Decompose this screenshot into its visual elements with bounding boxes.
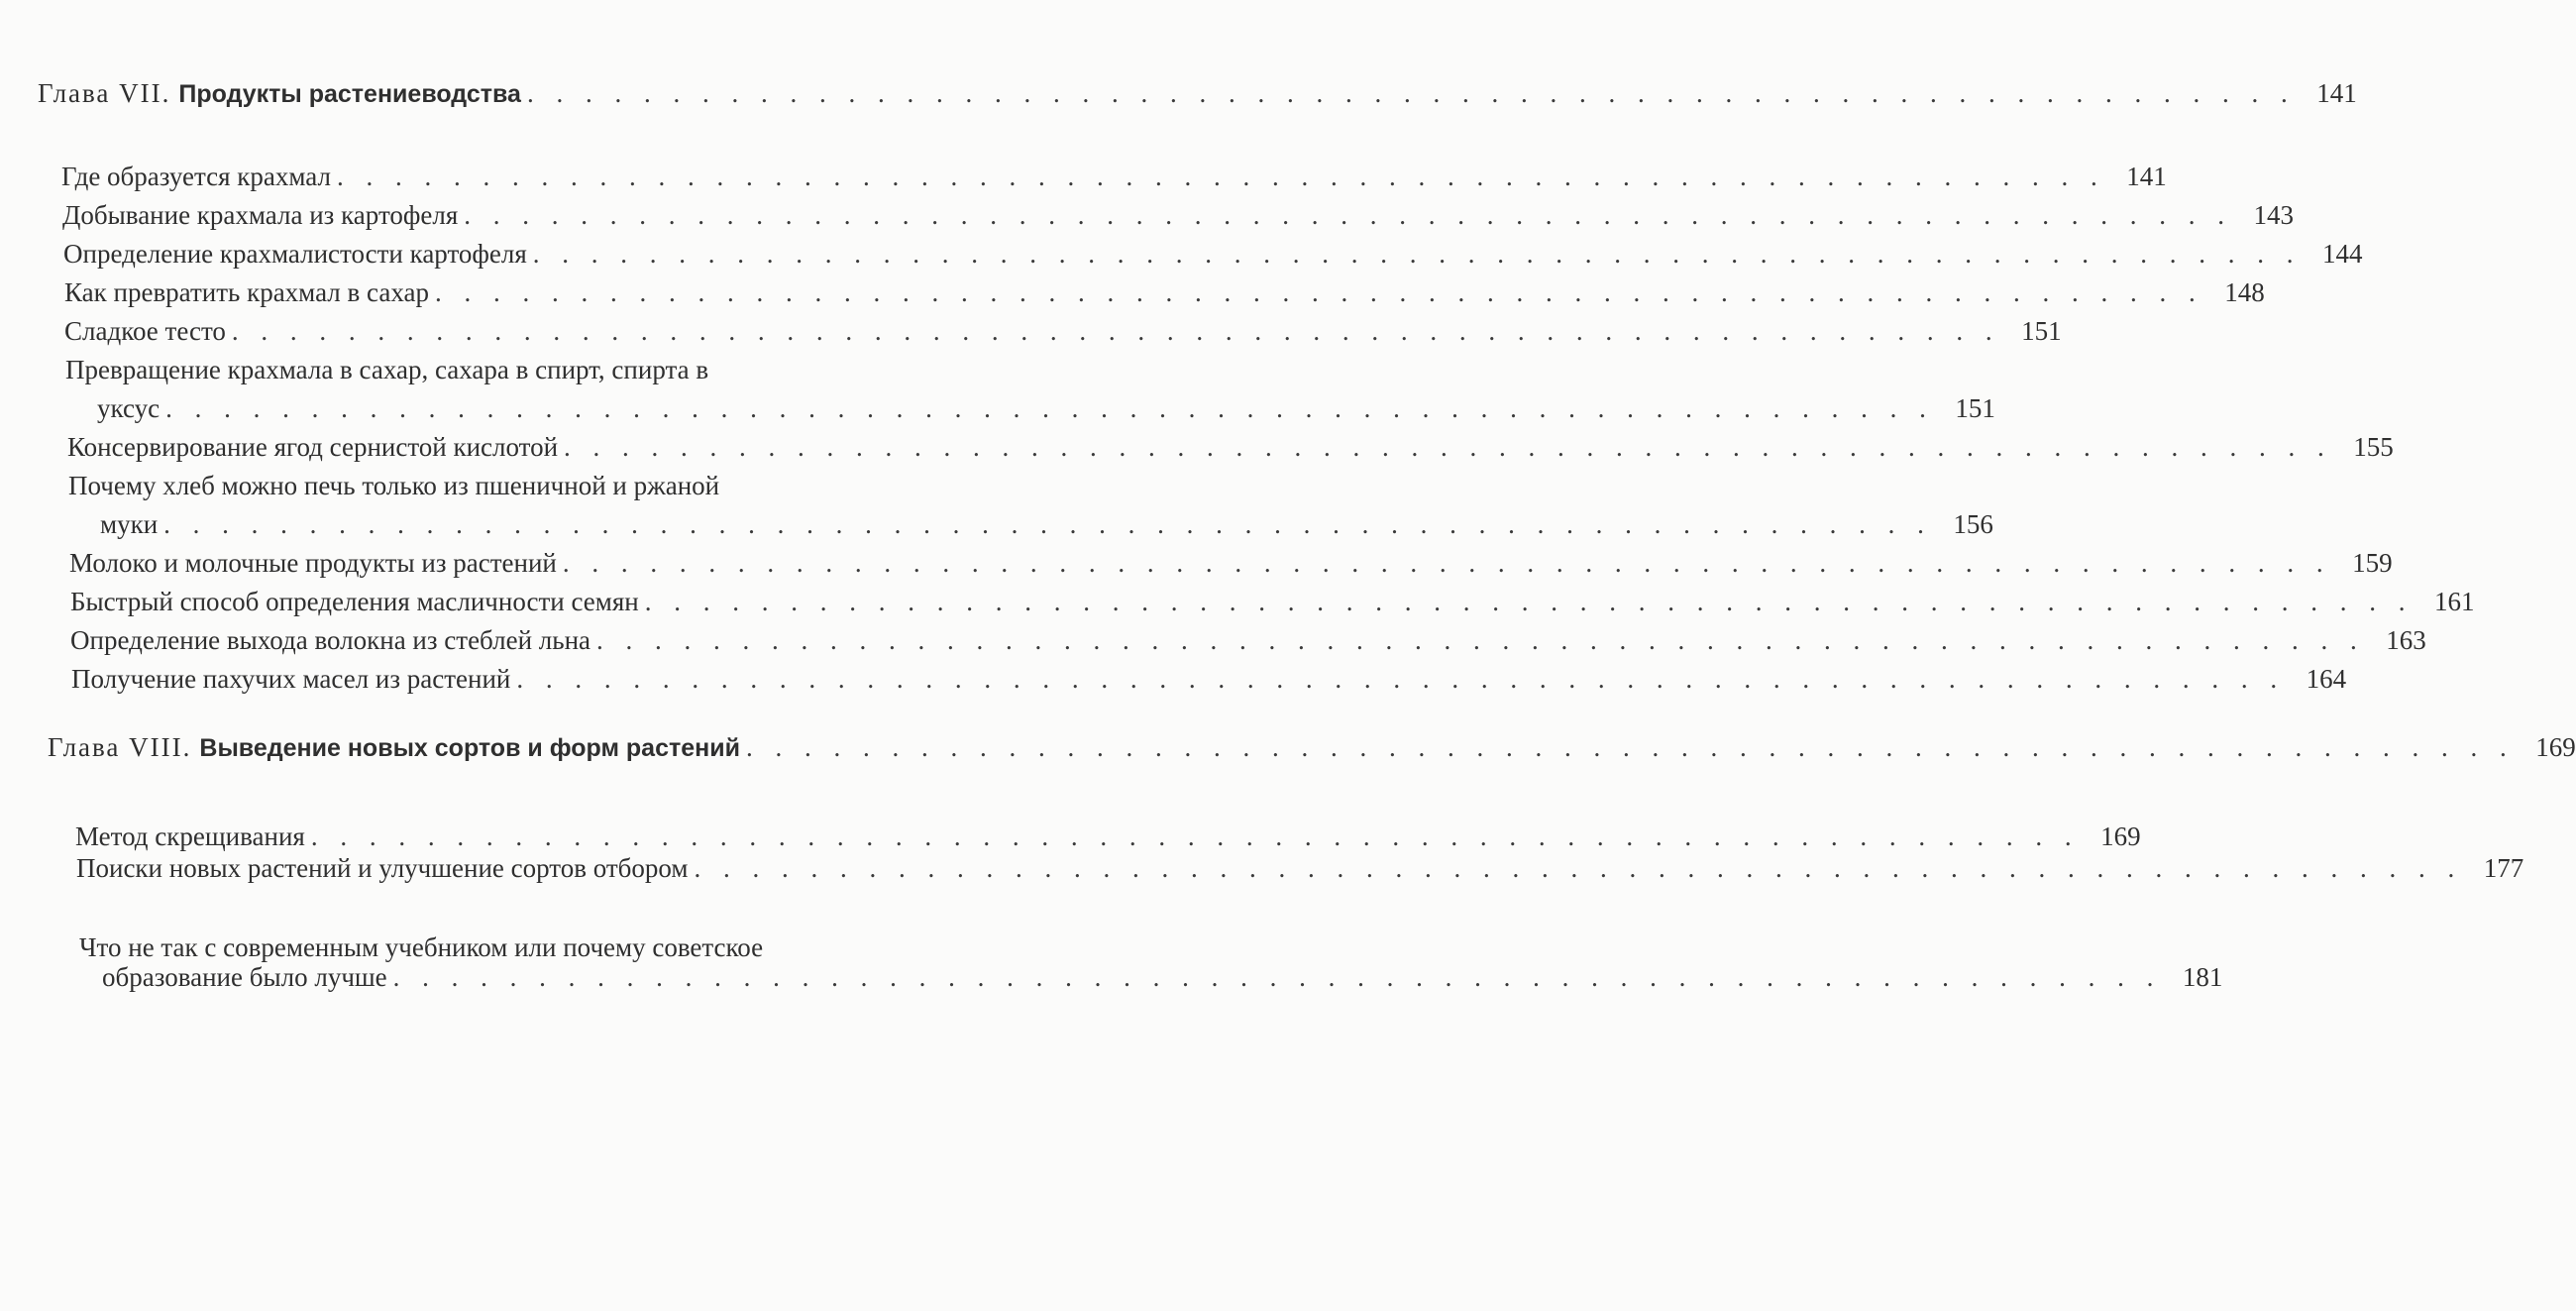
entry-title-line1: Почему хлеб можно печь только из пшеничной и ржаной	[68, 471, 720, 500]
toc-entry	[97, 392, 1995, 424]
page-number: 169	[2100, 821, 2141, 851]
leader-dots: . . . . . . . . . . . . . . . . . . . . . . . . . . . . . . . . . . . . . . . . . . . . . . . . . . . . . . . . . . . . .	[392, 962, 2162, 992]
leader-dots: . . . . . . . . . . . . . . . . . . . . . . . . . . . . . . . . . . . . . . . . . . . . . . . . . . . . . . . . . . . . .	[336, 162, 2105, 191]
leader-dots: . . . . . . . . . . . . . . . . . . . . . . . . . . . . . . . . . . . . . . . . . . . . . . . . . . . . . . . . . . . . .	[516, 664, 2286, 694]
leader-dots: . . . . . . . . . . . . . . . . . . . . . . . . . . . . . . . . . . . . . . . . . . . . . . . . . . . . . . . . . . . . .	[163, 509, 1932, 539]
afterword-title-line1: Что не так с современным учебником или почему советское	[79, 932, 764, 962]
entry-title-line1: Превращение крахмала в сахар, сахара в спирт, спирта в	[65, 355, 709, 384]
entry-title: Определение крахмалистости картофеля	[63, 239, 527, 269]
page-number: 181	[2182, 962, 2223, 992]
toc-entry	[61, 161, 2167, 192]
entry-title: Быстрый способ определения масличности семян	[70, 587, 639, 616]
chapter-heading	[48, 731, 2576, 764]
chapter-title: Выведение новых сортов и форм растений	[199, 734, 740, 762]
toc-entry	[63, 238, 2363, 270]
entry-title: Как превратить крахмал в сахар	[64, 277, 429, 307]
toc-entry	[75, 820, 2141, 852]
leader-dots: . . . . . . . . . . . . . . . . . . . . . . . . . . . . . . . . . . . . . . . . . . . . . . . . . . . . . . . . . . . . .	[562, 548, 2331, 578]
entry-title: Получение пахучих масел из растений	[71, 664, 511, 694]
leader-dots: . . . . . . . . . . . . . . . . . . . . . . . . . . . . . . . . . . . . . . . . . . . . . . . . . . . . . . . . . . . . .	[526, 78, 2296, 108]
entry-title: Где образуется крахмал	[61, 162, 331, 191]
toc-entry	[76, 852, 2524, 884]
page-number: 169	[2535, 732, 2576, 762]
page-number: 148	[2224, 277, 2265, 307]
entry-title-line2: муки	[100, 509, 159, 539]
leader-dots: . . . . . . . . . . . . . . . . . . . . . . . . . . . . . . . . . . . . . . . . . . . . . . . . . . . . . . . . . . . . .	[745, 732, 2515, 762]
page-number: 156	[1953, 509, 1993, 539]
chapter-label: Глава VIII.	[48, 732, 192, 762]
page-number: 159	[2352, 548, 2393, 578]
chapter-heading-title-group	[38, 77, 521, 110]
chapter-heading-title-group	[48, 731, 740, 764]
page-number: 144	[2322, 239, 2363, 269]
toc-entry	[64, 315, 2062, 347]
afterword-entry	[102, 961, 2223, 993]
toc-entry	[67, 431, 2394, 463]
leader-dots: . . . . . . . . . . . . . . . . . . . . . . . . . . . . . . . . . . . . . . . . . . . . . . . . . . . . . . . . . . . . .	[694, 853, 2463, 883]
page-number: 155	[2353, 432, 2394, 462]
page-number: 151	[1955, 393, 1995, 423]
chapter-heading	[38, 77, 2357, 110]
chapter-title: Продукты растениеводства	[178, 80, 521, 108]
leader-dots: . . . . . . . . . . . . . . . . . . . . . . . . . . . . . . . . . . . . . . . . . . . . . . . . . . . . . . . . . . . . .	[596, 625, 2365, 655]
entry-title: Сладкое тесто	[64, 316, 226, 346]
leader-dots: . . . . . . . . . . . . . . . . . . . . . . . . . . . . . . . . . . . . . . . . . . . . . . . . . . . . . . . . . . . . .	[532, 239, 2302, 269]
leader-dots: . . . . . . . . . . . . . . . . . . . . . . . . . . . . . . . . . . . . . . . . . . . . . . . . . . . . . . . . . . . . .	[434, 277, 2203, 307]
page-number: 161	[2433, 587, 2475, 616]
page-number: 143	[2253, 200, 2295, 230]
toc-entry	[71, 663, 2347, 695]
chapter-label: Глава VII.	[38, 78, 171, 108]
page-number: 163	[2386, 625, 2426, 655]
toc-entry	[69, 547, 2393, 579]
toc-entry	[64, 276, 2265, 308]
leader-dots: . . . . . . . . . . . . . . . . . . . . . . . . . . . . . . . . . . . . . . . . . . . . . . . . . . . . . . . . . . . . .	[564, 432, 2332, 462]
toc-entry	[100, 508, 1993, 540]
entry-title: Определение выхода волокна из стеблей льна	[70, 625, 590, 655]
toc-entry	[62, 199, 2295, 231]
leader-dots: . . . . . . . . . . . . . . . . . . . . . . . . . . . . . . . . . . . . . . . . . . . . . . . . . . . . . . . . . . . . .	[464, 200, 2233, 230]
afterword-title-line2: образование было лучше	[102, 962, 387, 992]
page-number: 151	[2021, 316, 2062, 346]
toc-entry	[70, 624, 2426, 656]
entry-title: Консервирование ягод сернистой кислотой	[67, 432, 559, 462]
toc-entry	[70, 586, 2475, 617]
entry-title: Метод скрещивания	[75, 821, 305, 851]
leader-dots: . . . . . . . . . . . . . . . . . . . . . . . . . . . . . . . . . . . . . . . . . . . . . . . . . . . . . . . . . . . . .	[644, 587, 2414, 616]
entry-title-line2: уксус	[97, 393, 161, 423]
leader-dots: . . . . . . . . . . . . . . . . . . . . . . . . . . . . . . . . . . . . . . . . . . . . . . . . . . . . . . . . . . . . .	[165, 393, 1934, 423]
leader-dots: . . . . . . . . . . . . . . . . . . . . . . . . . . . . . . . . . . . . . . . . . . . . . . . . . . . . . . . . . . . . .	[310, 821, 2080, 851]
page-number: 141	[2126, 162, 2167, 191]
leader-dots: . . . . . . . . . . . . . . . . . . . . . . . . . . . . . . . . . . . . . . . . . . . . . . . . . . . . . . . . . . . . .	[231, 316, 2000, 346]
entry-title: Молоко и молочные продукты из растений	[69, 548, 557, 578]
page-number: 164	[2306, 664, 2347, 694]
entry-title: Поиски новых растений и улучшение сортов отбором	[76, 853, 689, 883]
page-number: 141	[2316, 78, 2357, 108]
entry-title: Добывание крахмала из картофеля	[62, 200, 459, 230]
page-number: 177	[2483, 853, 2524, 883]
